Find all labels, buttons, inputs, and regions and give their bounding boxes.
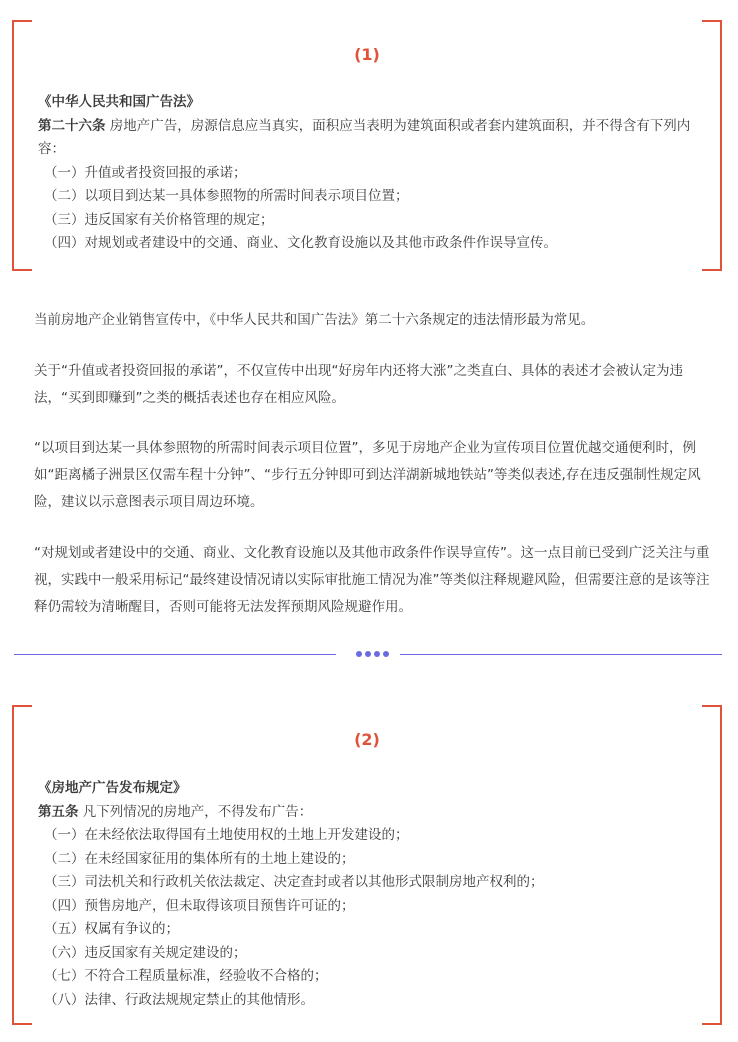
divider-line-right: [400, 654, 722, 655]
article-text: 凡下列情况的房地产，不得发布广告：: [78, 803, 313, 820]
divider-dots: [356, 651, 389, 657]
list-item: （三）违反国家有关价格管理的规定；: [44, 211, 274, 228]
divider-line-left: [14, 654, 336, 655]
list-item: （二）在未经国家征用的集体所有的土地上建设的；: [44, 850, 355, 867]
left-bracket: [12, 705, 32, 1025]
body-paragraph: “对规划或者建设中的交通、商业、文化教育设施以及其他市政条件作误导宣传”。这一点目前已受到广泛关注与重视，实践中一般采用标记“最终建设情况请以实际审批施工情况为准”等类似注释规避风险，但需要注意的是该等注释仍需较为清晰醒目，否则可能将无法发挥预期风险规避作用。: [34, 545, 710, 615]
article-label: 第二十六条: [38, 117, 106, 134]
list-item: （五）权属有争议的；: [44, 921, 179, 937]
section-number: (2): [354, 730, 380, 749]
list-item: （三）司法机关和行政机关依法裁定、决定查封或者以其他形式限制房地产权利的；: [44, 874, 544, 890]
list-item: （二）以项目到达某一具体参照物的所需时间表示项目位置；: [44, 188, 409, 204]
law-excerpt-content: [38, 777, 698, 1012]
law-title: 《房地产广告发布规定》: [38, 780, 187, 796]
body-paragraph: “以项目到达某一具体参照物的所需时间表示项目位置”，多见于房地产企业为宣传项目位置优越交通便利时，例如“距离橘子洲景区仅需车程十分钟”、“步行五分钟即可到达洋湖新城地铁站”等类似表述,存在违反强制性规定风险，建议以示意图表示项目周边环境。: [34, 440, 701, 510]
list-item: （六）违反国家有关规定建设的；: [44, 944, 247, 961]
law-excerpt-content: [38, 91, 698, 256]
list-item: （四）预售房地产，但未取得该项目预售许可证的；: [44, 897, 355, 914]
divider-dot: [356, 651, 362, 657]
list-item: （四）对规划或者建设中的交通、商业、文化教育设施以及其他市政条件作误导宣传。: [44, 235, 557, 251]
body-paragraph: 当前房地产企业销售宣传中，《中华人民共和国广告法》第二十六条规定的违法情形最为常见。: [34, 312, 595, 328]
list-item: （八）法律、行政法规规定禁止的其他情形。: [44, 991, 314, 1008]
section-number: (1): [354, 45, 380, 64]
article-text: 房地产广告，房源信息应当真实，面积应当表明为建筑面积或者套内建筑面积，并不得含有下列内容：: [38, 117, 691, 157]
article-paragraph: [38, 801, 698, 825]
article-paragraph: [38, 115, 698, 162]
list-item: （一）在未经依法取得国有土地使用权的土地上开发建设的；: [44, 827, 409, 843]
list-item: （七）不符合工程质量标准，经验收不合格的；: [44, 968, 328, 984]
divider-dot: [383, 651, 389, 657]
law-title: 《中华人民共和国广告法》: [38, 94, 200, 110]
law-excerpt-box-1: [12, 20, 722, 271]
divider-dot: [374, 651, 380, 657]
law-excerpt-box-2: [12, 705, 722, 1025]
body-paragraph: 关于“升值或者投资回报的承诺”，不仅宣传中出现“好房年内还将大涨”之类直白、具体的表述才会被认定为违法，“买到即赚到”之类的概括表述也存在相应风险。: [34, 363, 683, 406]
section-divider: [14, 653, 722, 656]
list-item: （一）升值或者投资回报的承诺；: [44, 164, 247, 181]
divider-dot: [365, 651, 371, 657]
article-label: 第五条: [38, 803, 79, 820]
right-bracket: [702, 705, 722, 1025]
